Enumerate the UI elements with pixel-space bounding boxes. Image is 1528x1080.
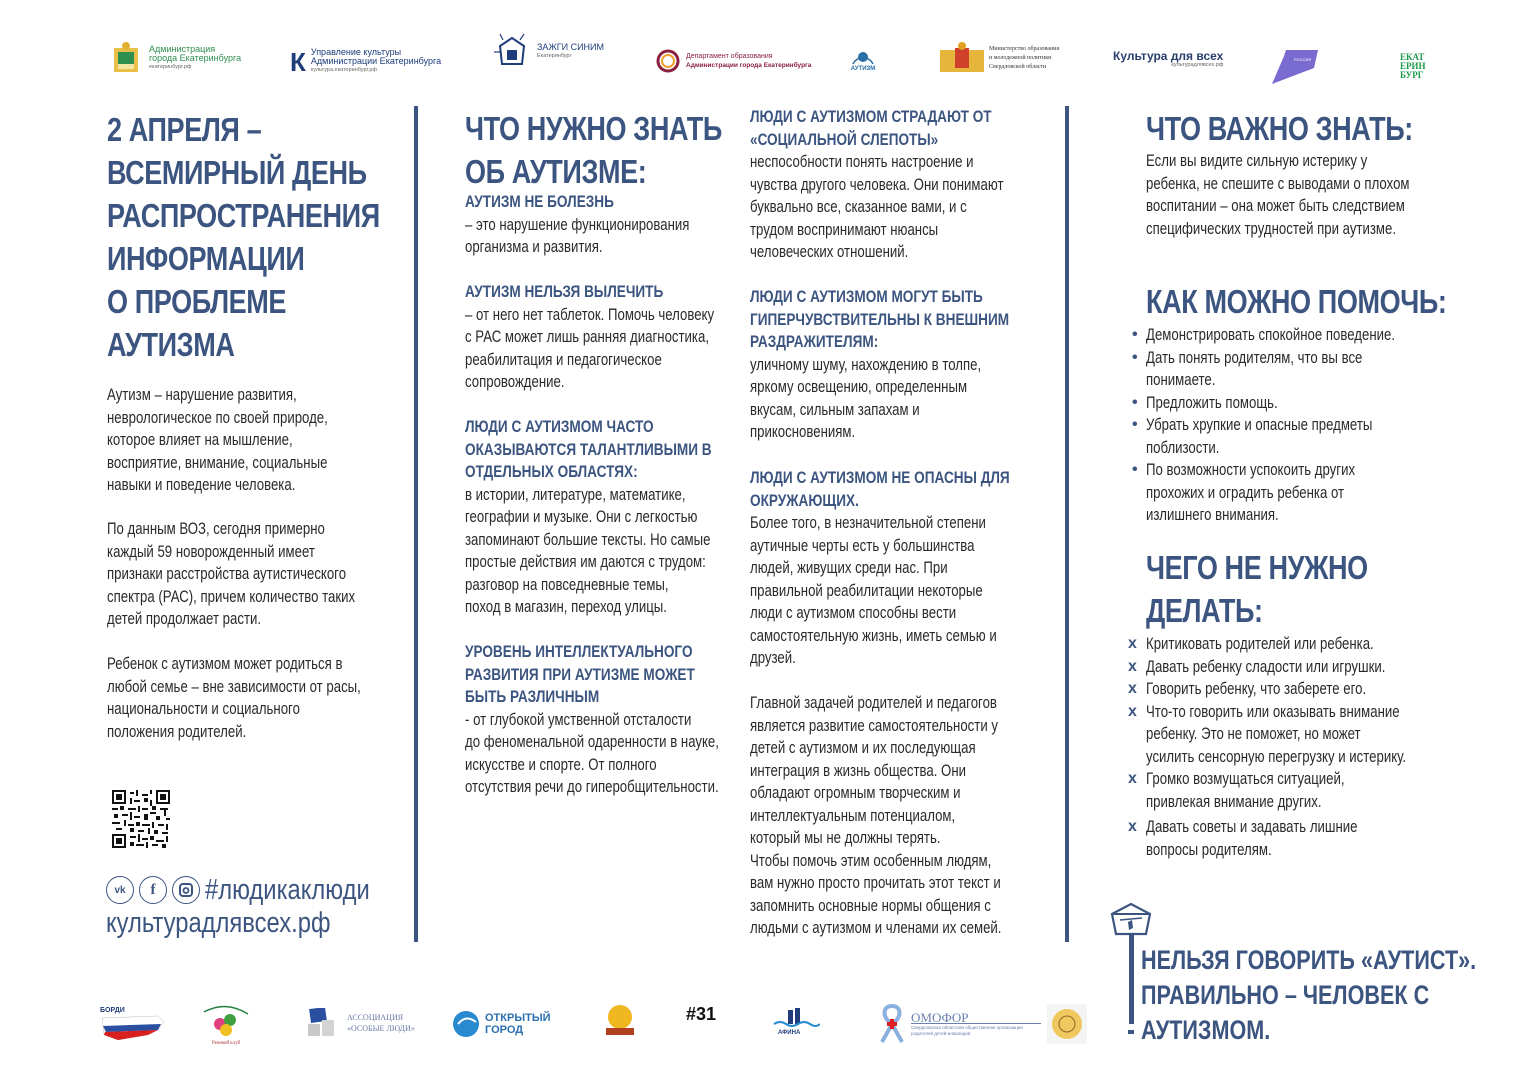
dont-item: x Давать ребенку сладости или игрушки. (1128, 656, 1471, 679)
dont-item: x Громко возмущаться ситуацией, привлекая внимание других. (1128, 770, 1345, 811)
flower-icon (198, 1002, 254, 1046)
hashtag-link[interactable]: #людикаклюди (205, 874, 370, 906)
closing-paragraph: Главной задачей родителей и педагогов является развитие самостоятельности у детей с аутизмом и их последующая интеграция в жизнь общества. Они обладают огромным творческим и интеллектуальным потенциалом, который мы не должны терять. Чтобы помочь этим особенным людям, вам нужно просто прочитать этот текст и запомнить основные нормы общения с людьми с аутизмом и членами их семей. (750, 694, 1002, 937)
footer-logo-special-people: АССОЦИАЦИЯ «ОСОБЫЕ ЛЮДИ» (308, 1008, 415, 1038)
social-row (106, 874, 406, 906)
footer-logo-ura (604, 1004, 636, 1038)
cross-icon: x (1128, 657, 1137, 675)
svg-text:БОРДИ: БОРДИ (100, 1007, 125, 1014)
section-hypersensitive: ЛЮДИ С АУТИЗМОМ МОГУТ БЫТЬ ГИПЕРЧУВСТВИТЕЛЬНЫ К ВНЕШНИМ РАЗДРАЖИТЕЛЯМ: уличному шуму, нахождению в толпе, яркому освещению, определенным вкусам, сильным запахам и прикосновениям. (750, 287, 1010, 441)
cross-icon: x (1128, 680, 1137, 697)
website-link-container (106, 906, 380, 940)
logo-ekaterinburg: ЕКАТ ЕРИН БУРГ (1400, 52, 1426, 80)
logo-autism: АУТИЗМ (850, 44, 876, 72)
help-item: • Предложить помощь. (1132, 392, 1457, 415)
footer-logo-open-city: ОТКРЫТЫЙ ГОРОД (452, 1010, 551, 1038)
intro-paragraph-1: Аутизм – нарушение развития, неврологическое по своей природе, которое влияет на мышление, восприятие, внимание, социальные навыки и поведение человека. (107, 386, 328, 494)
lantern-icon (492, 30, 532, 74)
squares-icon (308, 1008, 342, 1038)
help-item: • Убрать хрупкие и опасные предметы поблизости. (1132, 416, 1373, 457)
coat-of-arms-icon (108, 40, 144, 76)
section-intellect-level: УРОВЕНЬ ИНТЕЛЛЕКТУАЛЬНОГО РАЗВИТИЯ ПРИ АУТИЗМЕ МОЖЕТ БЫТЬ РАЗЛИЧНЫМ - от глубокой умственной отсталости до феноменальной одаренности в науке, искусстве и спорте. От полного отсутствия речи до гиперобщительности. (465, 642, 719, 796)
what-to-know-title: ЧТО НУЖНО ЗНАТЬ ОБ АУТИЗМЕ: (465, 110, 722, 190)
important-section: ЧТО ВАЖНО ЗНАТЬ: Если вы видите сильную истерику у ребенка, не спешите с выводами о плохом воспитании – она может быть следствием специфических трудностей при аутизме. (1146, 110, 1413, 238)
logo-light-it-up-blue: ЗАЖГИ СИНИМ Екатеринбург (492, 30, 604, 74)
svg-text:РОССИЯ: РОССИЯ (1294, 57, 1312, 62)
terminology-note: НЕЛЬЗЯ ГОВОРИТЬ «АУТИСТ». ПРАВИЛЬНО – ЧЕЛОВЕК С АУТИЗМОМ. (1141, 945, 1477, 1045)
svg-text:Речевой клуб: Речевой клуб (212, 1041, 241, 1046)
section-talented: ЛЮДИ С АУТИЗМОМ ЧАСТО ОКАЗЫВАЮТСЯ ТАЛАНТЛИВЫМИ В ОТДЕЛЬНЫХ ОБЛАСТЯХ: в истории, литературе, математике, географии и музыке. Они с легкостью запоминают большие тексты. Но самые простые действия им даются с трудом: разговор на повседневные темы, поход в магазин, переход улицы. (465, 417, 712, 616)
logo-education-department: Департамент образования Администрации города Екатеринбурга (655, 48, 811, 74)
qr-code[interactable] (112, 790, 170, 848)
logo-ministry-education: Министерство образования и молодежной политики Свердловской области (940, 42, 1059, 74)
k-mark-icon: К (290, 46, 306, 77)
website-link[interactable]: культурадлявсех.рф (106, 907, 331, 939)
autism-emblem-icon (850, 44, 876, 66)
instagram-icon[interactable] (172, 876, 200, 904)
help-item: • По возможности успокоить других прохожих и оградить ребенка от излишнего внимания. (1132, 461, 1356, 524)
intro-paragraph-3: Ребенок с аутизмом может родиться в любой семье – вне зависимости от расы, национальности и социального положения родителей. (107, 655, 361, 741)
ribbon-icon (878, 1004, 906, 1044)
help-item: • Дать понять родителям, что вы все понимаете. (1132, 348, 1363, 389)
footer-logo-sverdlovsk (198, 1002, 254, 1046)
footer-logo-omofor: ОМОФОР Свердловская областная общественная организация родителей детей-инвалидов (878, 1004, 1041, 1044)
logo-culture-for-all: Культура для всех культурадлявсех.рф (1113, 49, 1224, 68)
russia-map-icon (98, 1004, 168, 1044)
open-city-icon (452, 1010, 480, 1038)
dont-title: ЧЕГО НЕ НУЖНО ДЕЛАТЬ: (1146, 549, 1368, 629)
bullet-icon: • (1132, 348, 1138, 366)
qr-code-icon (112, 790, 170, 848)
section-social-blindness: ЛЮДИ С АУТИЗМОМ СТРАДАЮТ ОТ «СОЦИАЛЬНОЙ СЛЕПОТЫ» неспособности понять настроение и чувства другого человека. Они понимают буквально все, сказанное вами, и с трудом воспринимают нюансы человеческих отношений. (750, 107, 1004, 261)
national-projects-icon (1272, 46, 1318, 84)
regional-coat-icon (940, 42, 984, 74)
hand-badge-icon (1047, 1004, 1087, 1044)
footer-logo-hand (1047, 1004, 1087, 1044)
help-title: КАК МОЖНО ПОМОЧЬ: (1146, 283, 1447, 320)
instagram-glyph-icon (179, 883, 193, 897)
cross-icon: x (1128, 818, 1137, 835)
logo-national-projects (1272, 46, 1318, 84)
dont-list (1128, 633, 1471, 861)
dont-item: x Говорить ребенку, что заберете его. (1128, 678, 1471, 701)
section-cannot-cure: АУТИЗМ НЕЛЬЗЯ ВЫЛЕЧИТЬ – от него нет таблеток. Помочь человеку с РАС может лишь ранняя диагностика, реабилитация и педагогическое сопровождение. (465, 282, 715, 391)
help-list (1132, 324, 1457, 527)
dont-item: x Давать советы и задавать лишние вопросы родителям. (1128, 818, 1358, 859)
help-item: • Демонстрировать спокойное поведение. (1132, 324, 1457, 347)
section-not-dangerous: ЛЮДИ С АУТИЗМОМ НЕ ОПАСНЫ ДЛЯ ОКРУЖАЮЩИХ. Более того, в незначительной степени аутичные черты есть у большинства людей, живущих среди нас. При правильной реабилитации некоторые люди с аутизмом способны вести самостоятельную жизнь, иметь семью и друзей. (750, 468, 1010, 667)
cross-icon: x (1128, 702, 1137, 720)
bullet-icon: • (1132, 326, 1138, 343)
section-not-disease: АУТИЗМ НЕ БОЛЕЗНЬ – это нарушение функционирования организма и развития. (465, 192, 690, 256)
cross-icon: x (1128, 770, 1137, 787)
bullet-icon: • (1132, 461, 1138, 478)
logo-culture-department: К Управление культуры Администрации Екатеринбурга культура.екатеринбург.рф (290, 46, 442, 77)
vk-icon[interactable]: vk (106, 876, 134, 904)
bullet-icon: • (1132, 393, 1138, 411)
footer-logo-afina (772, 1008, 820, 1036)
main-title: 2 АПРЕЛЯ – ВСЕМИРНЫЙ ДЕНЬ РАСПРОСТРАНЕНИЯ ИНФОРМАЦИИ О ПРОБЛЕМЕ АУТИЗМА (107, 111, 380, 363)
svg-text:АФИНА: АФИНА (778, 1030, 801, 1036)
afina-icon (772, 1008, 820, 1036)
dont-item: x Критиковать родителей или ребенка. (1128, 633, 1471, 656)
logo-ekaterinburg-admin: Администрация города Екатеринбурга екатеринбург.рф (108, 40, 241, 76)
dont-item: x Что-то говорить или оказывать внимание ребенку. Это не поможет, но может усилить сенсорную перегрузку и истерику. (1128, 702, 1407, 766)
cross-icon: x (1128, 635, 1137, 652)
footer-logo-31: #31 (686, 1004, 717, 1024)
facebook-icon[interactable]: f (139, 876, 167, 904)
bullet-icon: • (1132, 416, 1138, 433)
intro-paragraph-2: По данным ВОЗ, сегодня примерно каждый 59 новорожденный имеет признаки расстройства аутистического спектра (РАС), причем количество таких детей продолжает расти. (107, 520, 356, 628)
ring-icon (655, 48, 681, 74)
yellow-badge-icon (604, 1004, 636, 1038)
footer-logo-bordi (98, 1004, 168, 1044)
